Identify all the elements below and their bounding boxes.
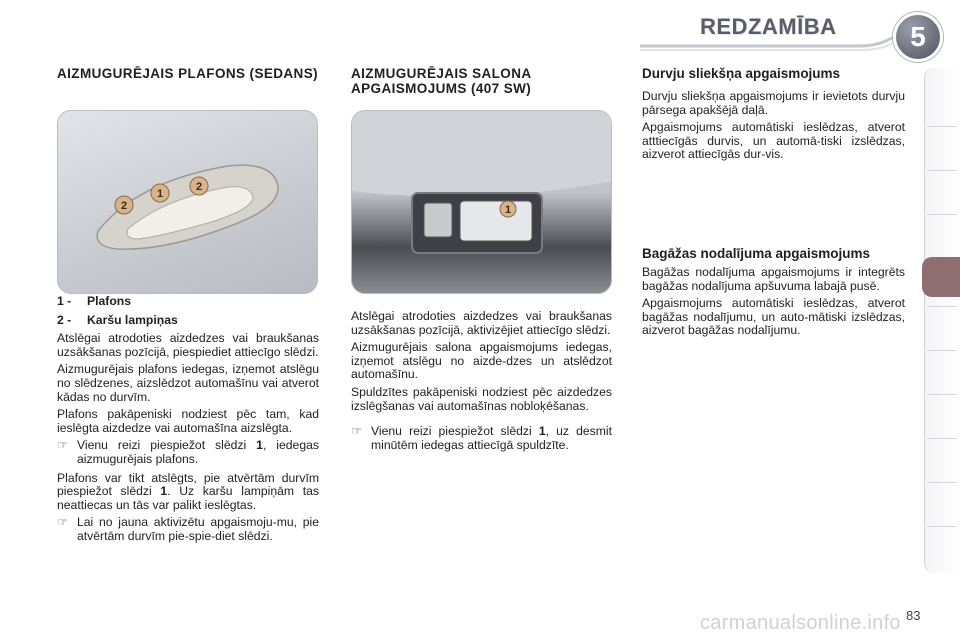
side-tab-divider	[927, 482, 957, 483]
paragraph: Aizmugurējais salona apgaismojums iedegas, izņemot atslēgu no aizde-dzes un atslēdzot automašīnu.	[351, 340, 612, 382]
side-tab-divider	[927, 306, 957, 307]
side-tab-divider	[927, 350, 957, 351]
callout-badge	[500, 201, 516, 217]
paragraph: Atslēgai atrodoties aizdedzes vai braukšanas uzsākšanas pozīcijā, piespiediet attiecīgo slēdzi.	[57, 331, 319, 359]
chapter-title: REDZAMĪBA	[700, 14, 837, 39]
column-door-and-boot-lights	[642, 66, 905, 342]
callout-badge	[151, 184, 169, 202]
side-tab-active[interactable]	[922, 257, 960, 297]
paragraph: Plafons var tikt atslēgts, pie atvērtām durvīm piespiežot slēdzi 1. Uz karšu lampiņām tas neattiecas un tās var palikt ieslēgtas.	[57, 470, 319, 512]
svg-text:2: 2	[120, 200, 128, 212]
paragraph: Plafons pakāpeniski nodziest pēc tam, kad ieslēgta aizdedze vai automašīna aizslēgta.	[57, 407, 319, 435]
side-tab-divider	[927, 394, 957, 395]
pointing-hand-icon: ☞	[57, 515, 68, 530]
photo-rear-cabin-light	[351, 110, 612, 294]
section-title: AIZMUGURĒJAIS PLAFONS (SEDANS)	[57, 66, 319, 81]
pointing-hand-icon: ☞	[351, 424, 362, 439]
callout-badge	[190, 177, 208, 195]
paragraph: Apgaismojums automātiski ieslēdzas, atverot bagāžas nodalījumu, un auto-mātiski izslēdzas, aizverot bagāžas nodalījumu.	[642, 296, 905, 338]
section-title: Bagāžas nodalījuma apgaismojums	[642, 245, 871, 261]
side-tab-divider	[927, 526, 957, 527]
svg-text:1: 1	[504, 204, 512, 216]
section-title: AIZMUGURĒJAIS SALONA APGAISMOJUMS (407 SW)	[351, 66, 532, 96]
bullet-item: ☞ Lai no jauna aktivizētu apgaismoju-mu, pie atvērtām durvīm pie-spie-diet slēdzi.	[57, 515, 319, 543]
ceiling-light-illustration	[58, 111, 318, 294]
legend-item: 2 - Karšu lampiņas	[57, 312, 178, 327]
side-tab-divider	[927, 170, 957, 171]
paragraph: Bagāžas nodalījuma apgaismojums ir integrēts bagāžas nodalījuma apšuvuma labajā pusē.	[642, 264, 905, 293]
photo-rear-ceiling-light	[57, 110, 318, 294]
side-tab-divider	[927, 214, 957, 215]
pointing-hand-icon: ☞	[57, 438, 68, 453]
paragraph: Apgaismojums automātiski ieslēdzas, atverot atttiecīgās durvis, un automā-tiski izslēdzas, aizverot attiecīgās dur-vis.	[642, 120, 905, 162]
bullet-item: ☞ Vienu reizi piespiežot slēdzi 1, uz desmit minūtēm iedegas attiecīgā spuldzīte.	[351, 424, 612, 452]
page-number: 83	[906, 608, 921, 623]
cabin-light-illustration	[352, 111, 612, 294]
chapter-side-tabs	[924, 68, 960, 573]
chapter-number-badge: 5	[893, 12, 943, 62]
side-tab-divider	[927, 438, 957, 439]
svg-text:2: 2	[195, 181, 203, 193]
watermark: carmanualsonline.info	[700, 612, 901, 634]
callout-badge	[115, 196, 133, 214]
paragraph: Aizmugurējais plafons iedegas, izņemot atslēgu no slēdzenes, aizslēdzot automašīnu vai atverot kādas no durvīm.	[57, 362, 319, 404]
svg-text:1: 1	[156, 188, 164, 200]
paragraph: Atslēgai atrodoties aizdedzes vai braukšanas uzsākšanas pozīcijā, aktivizējiet attiecīgo slēdzi.	[351, 309, 612, 337]
section-title: Durvju sliekšņa apgaismojums	[642, 66, 841, 81]
paragraph: Spuldzītes pakāpeniski nodziest pēc aizdedzes izslēgšanas vai automašīnas nobloķēšanas.	[351, 384, 612, 413]
paragraph: Durvju sliekšņa apgaismojums ir ievietots durvju pārsega apakšējā daļā.	[642, 89, 905, 117]
side-tab-divider	[927, 126, 957, 127]
bullet-item: ☞ Vienu reizi piespiežot slēdzi 1, iedegas aizmugurējais plafons.	[57, 438, 319, 466]
legend-item: 1 - Plafons	[57, 294, 132, 308]
